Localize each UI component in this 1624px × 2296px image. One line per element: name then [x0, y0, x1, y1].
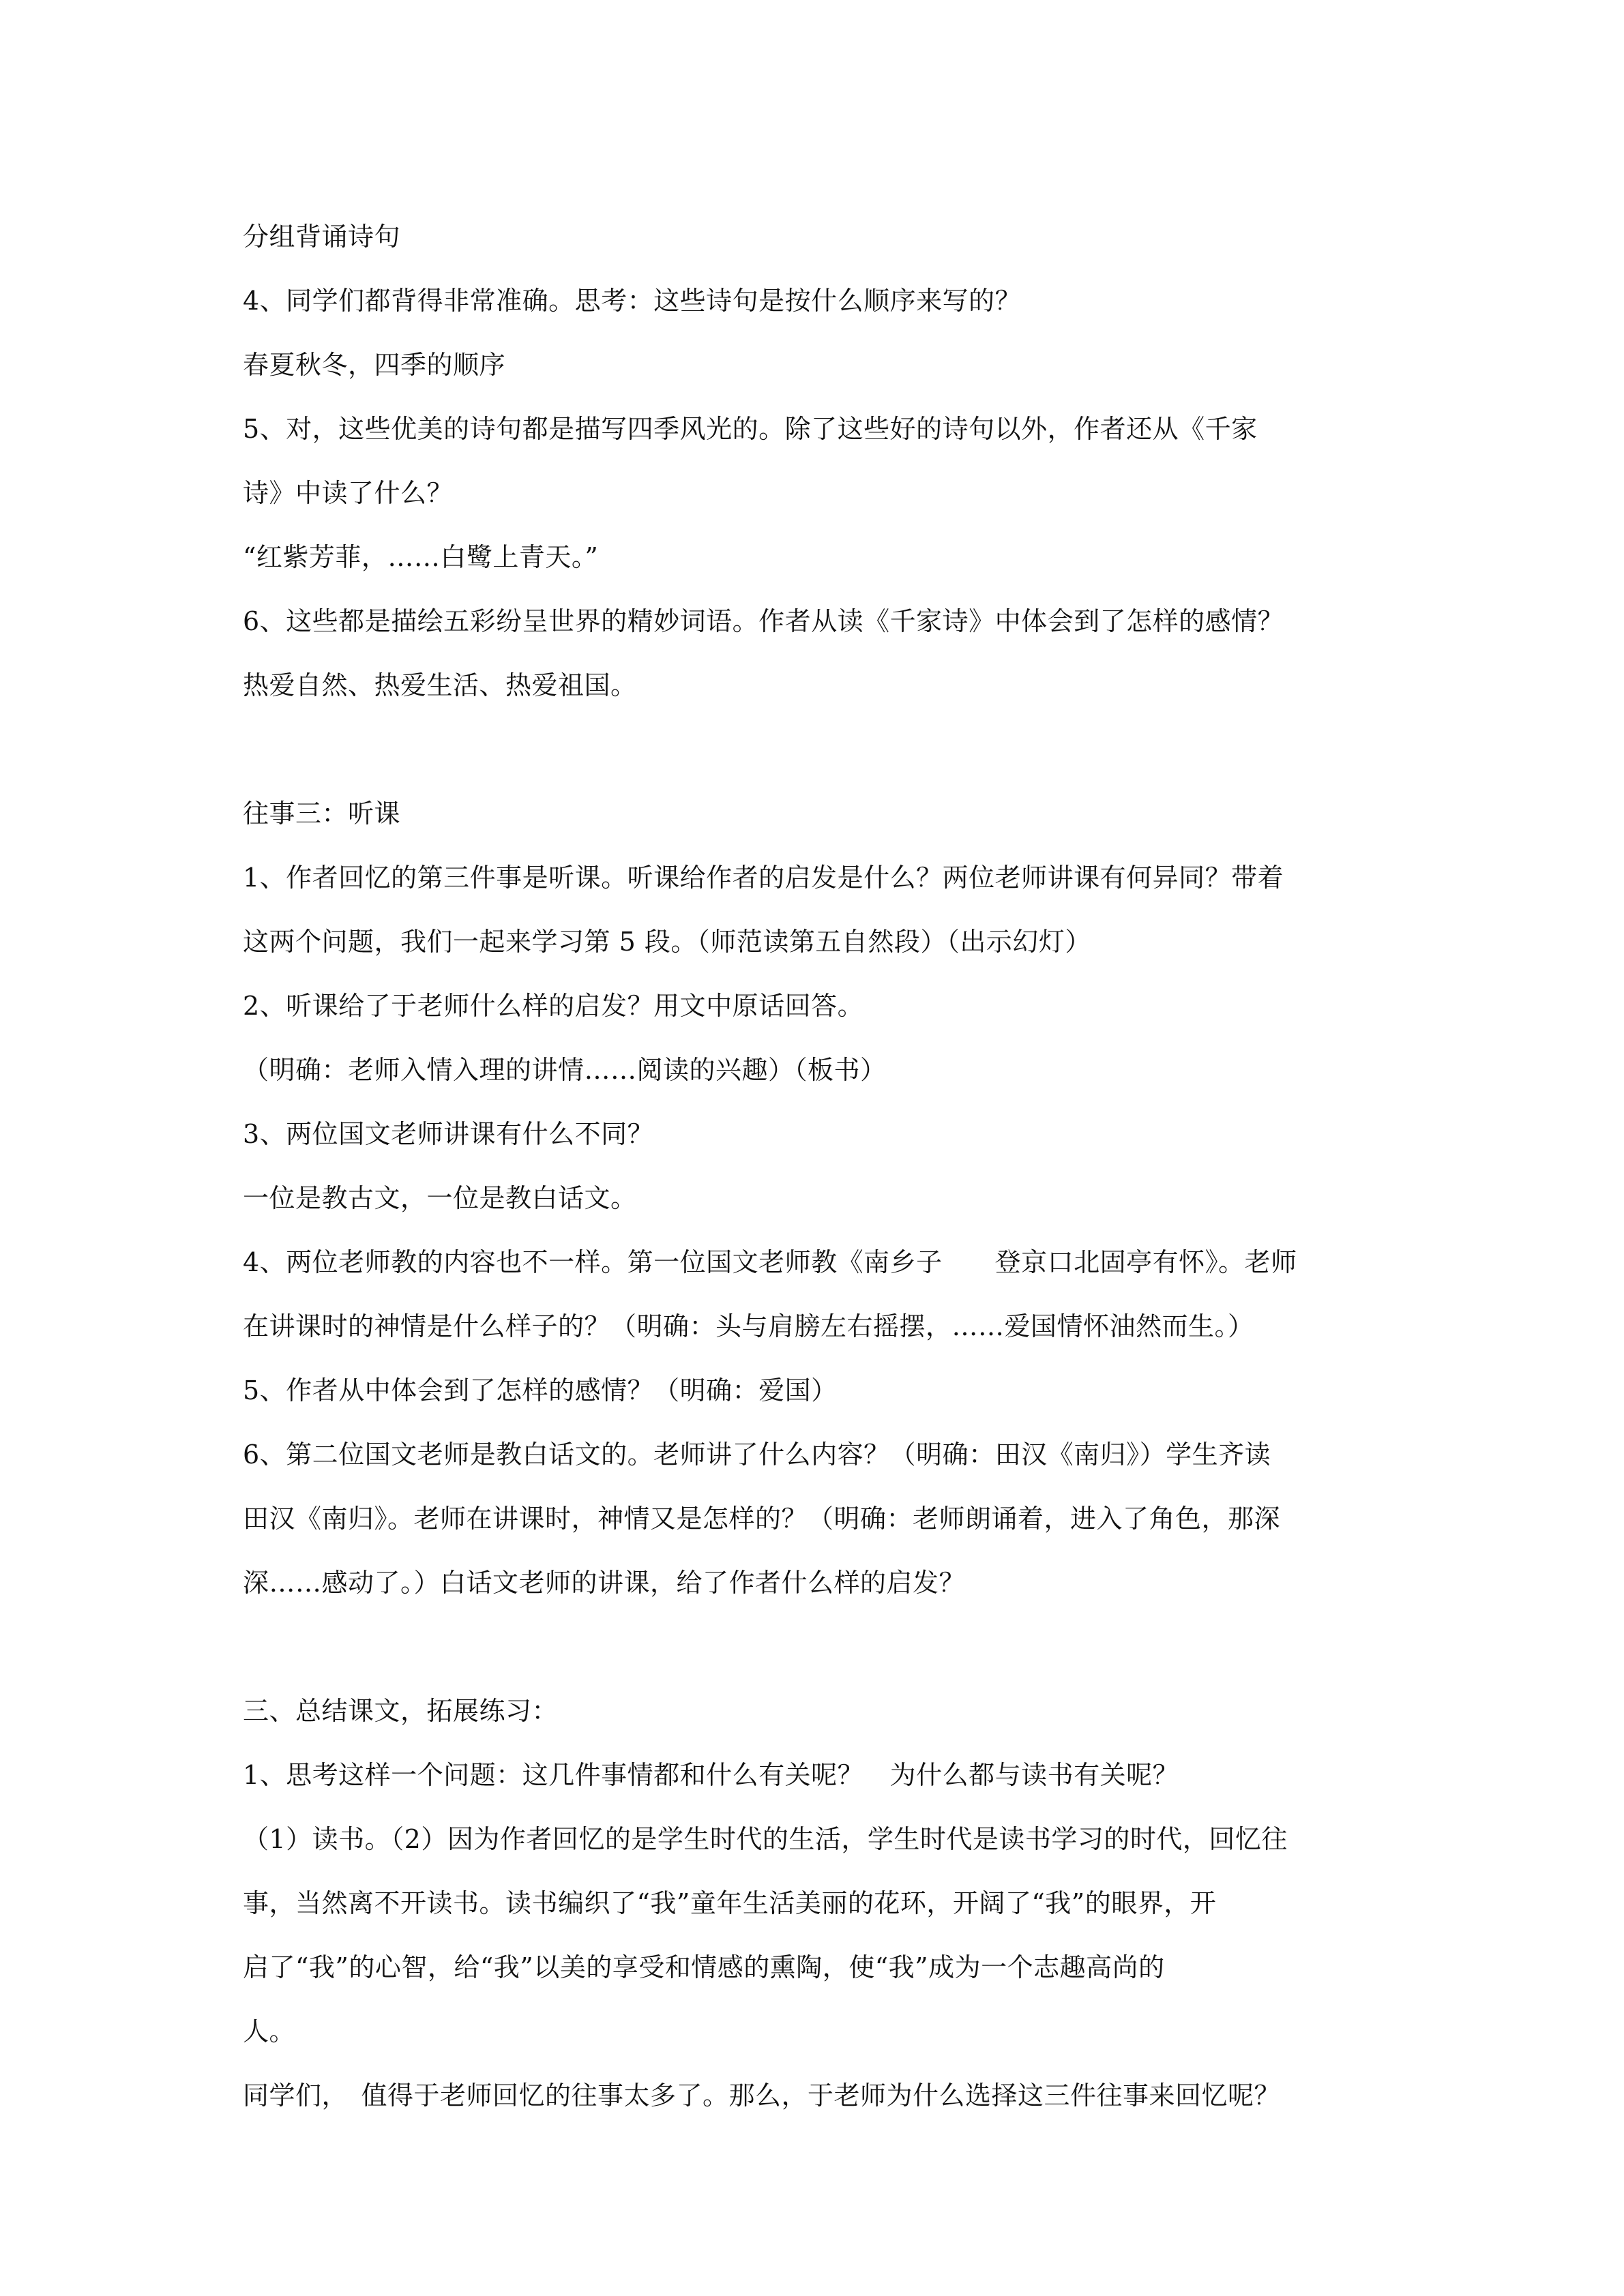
text-line: 2、听课给了于老师什么样的启发？用文中原话回答。: [243, 991, 864, 1021]
text-line: 4、两位老师教的内容也不一样。第一位国文老师教《南乡子 登京口北固亭有怀》。老师: [243, 1247, 1297, 1277]
paragraph-gap: [243, 717, 1396, 781]
text-line: 5、作者从中体会到了怎样的感情？（明确：爱国）: [243, 1375, 838, 1405]
section-heading: 往事三：听课: [243, 799, 401, 829]
document-body: [243, 205, 1396, 2128]
text-line: 3、两位国文老师讲课有什么不同？: [243, 1119, 654, 1149]
text-line: 启了“我”的心智，给“我”以美的享受和情感的熏陶，使“我”成为一个志趣高尚的: [243, 1952, 1165, 1982]
text-line: “红紫芳菲，……白鹭上青天。”: [243, 542, 599, 572]
text-line: 深……感动了。）白话文老师的讲课，给了作者什么样的启发？: [243, 1568, 966, 1598]
text-line: 6、这些都是描绘五彩纷呈世界的精妙词语。作者从读《千家诗》中体会到了怎样的感情？: [243, 606, 1284, 636]
text-line: 春夏秋冬，四季的顺序: [243, 350, 506, 380]
text-line: （1）读书。（2）因为作者回忆的是学生时代的生活，学生时代是读书学习的时代，回忆往: [243, 1824, 1288, 1854]
text-line: 事，当然离不开读书。读书编织了“我”童年生活美丽的花环，开阔了“我”的眼界，开: [243, 1888, 1217, 1918]
text-line: 6、第二位国文老师是教白话文的。老师讲了什么内容？（明确：田汉《南归》）学生齐读: [243, 1440, 1271, 1470]
text-line: 5、对，这些优美的诗句都是描写四季风光的。除了这些好的诗句以外，作者还从《千家: [243, 414, 1258, 444]
paragraph-gap: [243, 1615, 1396, 1679]
section-heading: 三、总结课文，拓展练习：: [243, 1696, 559, 1726]
text-line: 1、作者回忆的第三件事是听课。听课给作者的启发是什么？两位老师讲课有何异同？带着: [243, 863, 1284, 893]
text-line: 同学们， 值得于老师回忆的往事太多了。那么，于老师为什么选择这三件往事来回忆呢？: [243, 2081, 1281, 2111]
text-line: 田汉《南归》。老师在讲课时，神情又是怎样的？（明确：老师朗诵着，进入了角色，那深: [243, 1504, 1281, 1534]
text-line: 在讲课时的神情是什么样子的？（明确：头与肩膀左右摇摆，……爱国情怀油然而生。）: [243, 1311, 1254, 1341]
text-line: 这两个问题，我们一起来学习第 5 段。（师范读第五自然段）（出示幻灯）: [243, 927, 1091, 957]
text-line: （明确：老师入情入理的讲情……阅读的兴趣）（板书）: [243, 1055, 887, 1085]
text-line: 1、思考这样一个问题：这几件事情都和什么有关呢？ 为什么都与读书有关呢？: [243, 1760, 1179, 1790]
text-line: 人。: [243, 2016, 296, 2046]
text-line: 一位是教古文，一位是教白话文。: [243, 1183, 637, 1213]
text-line: 热爱自然、热爱生活、热爱祖国。: [243, 670, 637, 700]
text-line: 4、同学们都背得非常准确。思考：这些诗句是按什么顺序来写的？: [243, 286, 1022, 316]
text-line: 诗》中读了什么？: [243, 478, 454, 508]
text-line: 分组背诵诗句: [243, 222, 401, 252]
